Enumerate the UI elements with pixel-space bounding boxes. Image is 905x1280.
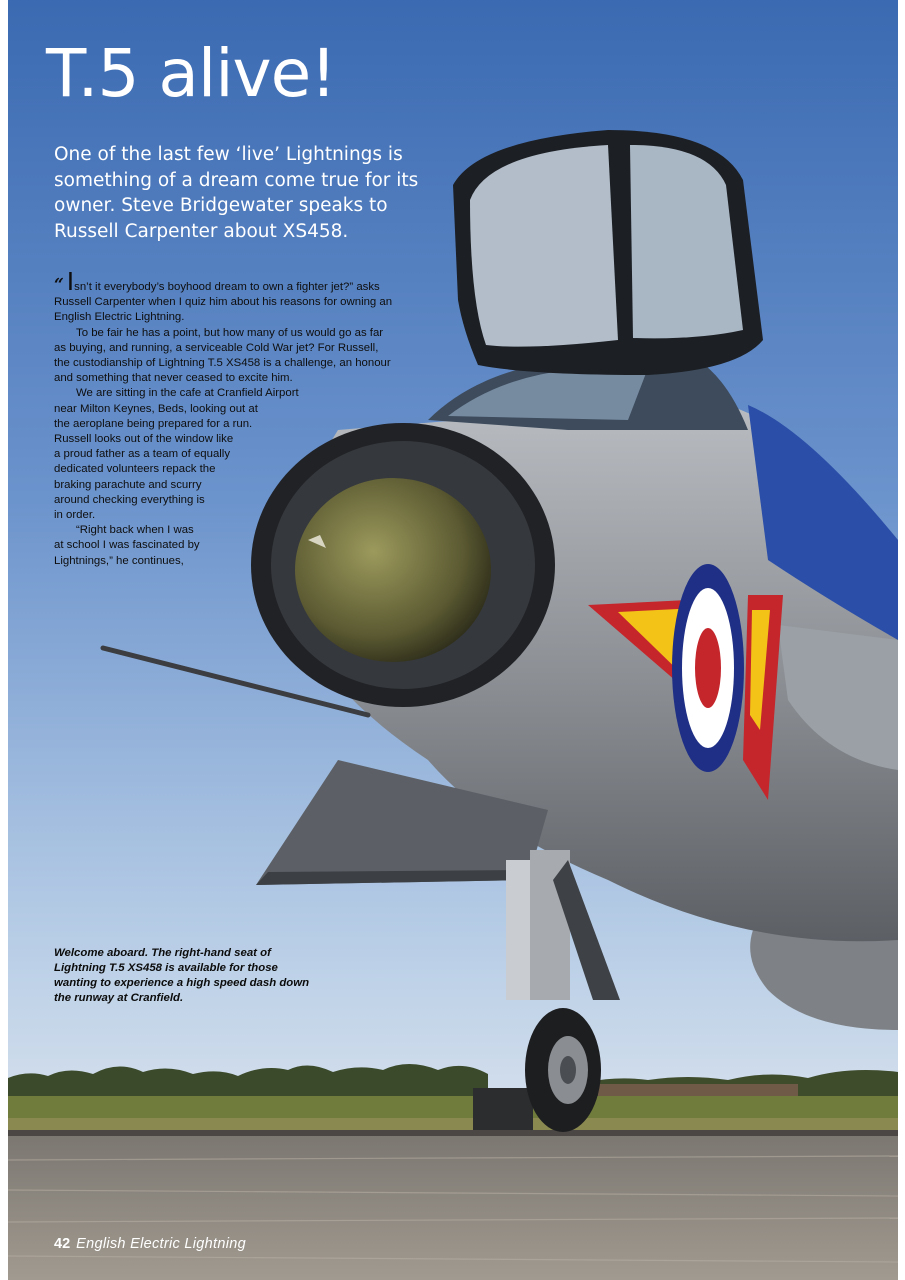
magazine-title: English Electric Lightning	[76, 1236, 246, 1252]
body-line: Russell looks out of the window like	[54, 433, 234, 446]
body-line: We are sitting in the cafe at Cranfield Airport	[76, 387, 299, 400]
body-paragraph-text: sn’t it everybody’s boyhood dream to own a fighter jet?” asks Russell Carpenter when I quiz him about his reasons for owning an English Electric Lightning.	[54, 281, 393, 324]
body-line: at school I was fascinated by	[54, 539, 200, 552]
body-line: dedicated volunteers repack the	[54, 463, 216, 476]
body-paragraph: To be fair he has a point, but how many of us would go as far as buying, and running, a serviceable Cold War jet? For Russell, the custodianship of Lightning T.5 XS458 is a challenge, an honour and something that never ceased to excite him.	[54, 326, 391, 385]
magazine-page	[8, 0, 898, 1280]
article-title: T.5 alive!	[46, 35, 336, 112]
body-line: a proud father as a team of equally	[54, 448, 231, 461]
body-paragraph	[54, 523, 394, 569]
standfirst: One of the last few ‘live’ Lightnings is something of a dream come true for its owner. Steve Bridgewater speaks to Russell Carpenter about XS458.	[54, 144, 419, 242]
body-line: Lightnings,” he continues,	[54, 554, 184, 567]
body-line: near Milton Keynes, Beds, looking out at	[54, 402, 258, 415]
article-body	[54, 267, 394, 569]
page-number: 42	[54, 1236, 71, 1252]
body-line: in order.	[54, 509, 96, 522]
page-footer	[54, 1234, 246, 1254]
photo-caption: Welcome aboard. The right-hand seat of Lightning T.5 XS458 is available for those wanting to experience a high speed dash down the runway at Cranfield.	[54, 947, 310, 1004]
canopy-glass-left	[470, 145, 618, 347]
body-line: around checking everything is	[54, 493, 205, 506]
drop-cap: I	[66, 267, 75, 296]
body-paragraph	[54, 267, 394, 326]
body-line: “Right back when I was	[76, 524, 194, 537]
body-line: the aeroplane being prepared for a run.	[54, 417, 253, 430]
body-line: braking parachute and scurry	[54, 478, 202, 491]
drop-quote: “	[54, 275, 64, 295]
body-paragraph	[54, 386, 394, 523]
